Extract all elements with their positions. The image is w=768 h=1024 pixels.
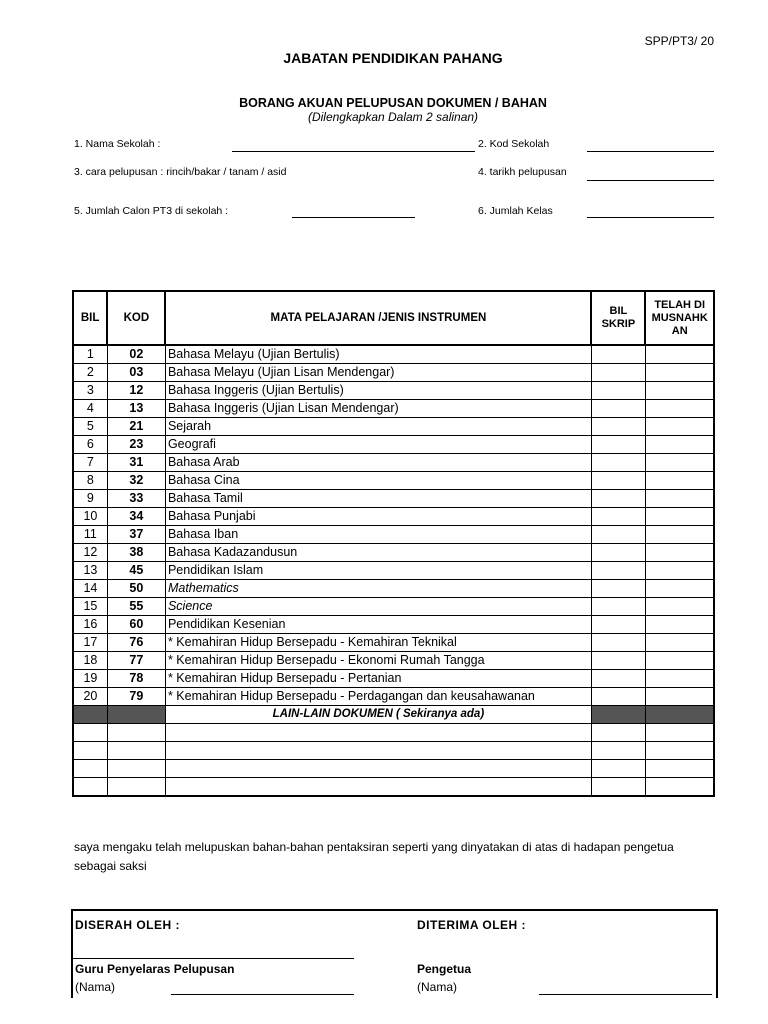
row-telah-dimusnahkan-cell[interactable] bbox=[645, 598, 714, 616]
row-subject: Pendidikan Islam bbox=[165, 562, 591, 580]
row-subject: Bahasa Inggeris (Ujian Lisan Mendengar) bbox=[165, 400, 591, 418]
row-subject: Bahasa Iban bbox=[165, 526, 591, 544]
kod-sekolah-input-line[interactable] bbox=[587, 151, 714, 152]
row-bil-skrip-cell[interactable] bbox=[591, 364, 645, 382]
row-subject: Bahasa Inggeris (Ujian Bertulis) bbox=[165, 382, 591, 400]
row-telah-dimusnahkan-cell[interactable] bbox=[645, 544, 714, 562]
row-kod: 34 bbox=[107, 508, 165, 526]
row-telah-dimusnahkan-cell[interactable] bbox=[645, 472, 714, 490]
row-bil: 18 bbox=[73, 652, 107, 670]
table-row bbox=[73, 562, 714, 580]
table-row bbox=[73, 580, 714, 598]
row-kod: 60 bbox=[107, 616, 165, 634]
field-label-tarikh-pelupusan: 4. tarikh pelupusan bbox=[478, 166, 567, 178]
row-telah-dimusnahkan-cell[interactable] bbox=[645, 616, 714, 634]
row-bil-skrip-cell[interactable] bbox=[591, 490, 645, 508]
row-kod: 45 bbox=[107, 562, 165, 580]
empty-cell[interactable] bbox=[73, 724, 107, 742]
row-bil: 7 bbox=[73, 454, 107, 472]
row-kod: 13 bbox=[107, 400, 165, 418]
row-bil: 9 bbox=[73, 490, 107, 508]
empty-cell[interactable] bbox=[591, 742, 645, 760]
row-telah-dimusnahkan-cell[interactable] bbox=[645, 400, 714, 418]
row-kod: 79 bbox=[107, 688, 165, 706]
nama-label-1: (Nama) bbox=[75, 980, 116, 994]
table-row bbox=[73, 616, 714, 634]
row-kod: 38 bbox=[107, 544, 165, 562]
tarikh-pelupusan-input-line[interactable] bbox=[587, 180, 714, 181]
disposal-table bbox=[72, 290, 715, 797]
table-row bbox=[73, 544, 714, 562]
lain-lain-label: LAIN-LAIN DOKUMEN ( Sekiranya ada) bbox=[165, 706, 591, 724]
row-bil: 6 bbox=[73, 436, 107, 454]
row-kod: 21 bbox=[107, 418, 165, 436]
empty-cell[interactable] bbox=[591, 760, 645, 778]
empty-row bbox=[73, 778, 714, 797]
header-subject: MATA PELAJARAN /JENIS INSTRUMEN bbox=[165, 291, 591, 345]
field-label-jumlah-calon: 5. Jumlah Calon PT3 di sekolah : bbox=[74, 205, 229, 217]
empty-cell[interactable] bbox=[165, 724, 591, 742]
row-bil-skrip-cell[interactable] bbox=[591, 562, 645, 580]
field-label-kod-sekolah: 2. Kod Sekolah bbox=[478, 138, 550, 150]
table-row bbox=[73, 688, 714, 706]
row-subject: * Kemahiran Hidup Bersepadu - Perdagangan dan keusahawanan bbox=[165, 688, 591, 706]
table-row bbox=[73, 418, 714, 436]
empty-cell[interactable] bbox=[591, 724, 645, 742]
form-reference: SPP/PT3/ 20 bbox=[644, 34, 714, 48]
row-subject: * Kemahiran Hidup Bersepadu - Ekonomi Rumah Tangga bbox=[165, 652, 591, 670]
row-kod: 37 bbox=[107, 526, 165, 544]
header-kod: KOD bbox=[107, 291, 165, 345]
empty-cell[interactable] bbox=[165, 760, 591, 778]
row-telah-dimusnahkan-cell[interactable] bbox=[645, 436, 714, 454]
table-row bbox=[73, 508, 714, 526]
row-subject: Bahasa Melayu (Ujian Bertulis) bbox=[165, 345, 591, 364]
table-row bbox=[73, 598, 714, 616]
row-bil: 20 bbox=[73, 688, 107, 706]
row-bil-skrip-cell[interactable] bbox=[591, 616, 645, 634]
table-row bbox=[73, 345, 714, 364]
empty-cell[interactable] bbox=[645, 742, 714, 760]
empty-row bbox=[73, 742, 714, 760]
row-subject: * Kemahiran Hidup Bersepadu - Kemahiran Teknikal bbox=[165, 634, 591, 652]
row-bil: 4 bbox=[73, 400, 107, 418]
row-bil: 13 bbox=[73, 562, 107, 580]
row-bil: 12 bbox=[73, 544, 107, 562]
lain-shade-cell bbox=[645, 706, 714, 724]
empty-cell[interactable] bbox=[165, 742, 591, 760]
row-kod: 50 bbox=[107, 580, 165, 598]
field-label-jumlah-kelas: 6. Jumlah Kelas bbox=[478, 205, 553, 217]
header-telah-dimusnahkan: TELAH DI MUSNAHK AN bbox=[645, 291, 714, 345]
row-telah-dimusnahkan-cell[interactable] bbox=[645, 634, 714, 652]
department-title: JABATAN PENDIDIKAN PAHANG bbox=[283, 50, 503, 66]
row-kod: 23 bbox=[107, 436, 165, 454]
row-telah-dimusnahkan-cell[interactable] bbox=[645, 670, 714, 688]
row-bil-skrip-cell[interactable] bbox=[591, 670, 645, 688]
empty-cell[interactable] bbox=[645, 760, 714, 778]
nama-2-input-line[interactable] bbox=[539, 994, 712, 995]
table-row bbox=[73, 472, 714, 490]
row-bil: 10 bbox=[73, 508, 107, 526]
row-bil: 11 bbox=[73, 526, 107, 544]
empty-cell[interactable] bbox=[73, 778, 107, 797]
header-bil-skrip: BIL SKRIP bbox=[591, 291, 645, 345]
lain-lain-header-row bbox=[73, 706, 714, 724]
row-bil-skrip-cell[interactable] bbox=[591, 652, 645, 670]
row-bil: 17 bbox=[73, 634, 107, 652]
row-bil: 19 bbox=[73, 670, 107, 688]
empty-row bbox=[73, 760, 714, 778]
row-bil: 5 bbox=[73, 418, 107, 436]
row-bil-skrip-cell[interactable] bbox=[591, 436, 645, 454]
row-telah-dimusnahkan-cell[interactable] bbox=[645, 580, 714, 598]
row-subject: Bahasa Tamil bbox=[165, 490, 591, 508]
nama-sekolah-input-line[interactable] bbox=[232, 151, 475, 152]
row-subject: Pendidikan Kesenian bbox=[165, 616, 591, 634]
row-kod: 32 bbox=[107, 472, 165, 490]
row-bil: 15 bbox=[73, 598, 107, 616]
row-subject: * Kemahiran Hidup Bersepadu - Pertanian bbox=[165, 670, 591, 688]
row-telah-dimusnahkan-cell[interactable] bbox=[645, 562, 714, 580]
row-subject: Sejarah bbox=[165, 418, 591, 436]
row-bil-skrip-cell[interactable] bbox=[591, 634, 645, 652]
row-subject: Bahasa Melayu (Ujian Lisan Mendengar) bbox=[165, 364, 591, 382]
row-telah-dimusnahkan-cell[interactable] bbox=[645, 490, 714, 508]
declaration-text: saya mengaku telah melupuskan bahan-bahan pentaksiran seperti yang dinyatakan di atas di hadapan pengetua sebagai saksi bbox=[74, 840, 674, 873]
field-label-nama-sekolah: 1. Nama Sekolah : bbox=[74, 138, 161, 150]
row-bil-skrip-cell[interactable] bbox=[591, 544, 645, 562]
lain-shade-cell bbox=[107, 706, 165, 724]
table-row bbox=[73, 670, 714, 688]
row-telah-dimusnahkan-cell[interactable] bbox=[645, 364, 714, 382]
guru-penyelaras-label: Guru Penyelaras Pelupusan bbox=[75, 962, 235, 976]
row-telah-dimusnahkan-cell[interactable] bbox=[645, 382, 714, 400]
row-bil-skrip-cell[interactable] bbox=[591, 345, 645, 364]
row-kod: 12 bbox=[107, 382, 165, 400]
pengetua-label: Pengetua bbox=[417, 962, 472, 976]
field-label-cara-pelupusan: 3. cara pelupusan : rincih/bakar / tanam / asid bbox=[74, 166, 287, 178]
row-telah-dimusnahkan-cell[interactable] bbox=[645, 418, 714, 436]
row-kod: 33 bbox=[107, 490, 165, 508]
row-bil: 14 bbox=[73, 580, 107, 598]
row-subject: Mathematics bbox=[165, 580, 591, 598]
row-telah-dimusnahkan-cell[interactable] bbox=[645, 508, 714, 526]
row-bil: 16 bbox=[73, 616, 107, 634]
row-kod: 31 bbox=[107, 454, 165, 472]
header-bil: BIL bbox=[73, 291, 107, 345]
row-subject: Bahasa Punjabi bbox=[165, 508, 591, 526]
table-row bbox=[73, 454, 714, 472]
row-subject: Bahasa Kadazandusun bbox=[165, 544, 591, 562]
empty-cell[interactable] bbox=[107, 778, 165, 797]
jumlah-calon-input-line[interactable] bbox=[292, 217, 415, 218]
row-bil-skrip-cell[interactable] bbox=[591, 508, 645, 526]
table-row bbox=[73, 436, 714, 454]
row-bil: 2 bbox=[73, 364, 107, 382]
row-bil-skrip-cell[interactable] bbox=[591, 688, 645, 706]
row-telah-dimusnahkan-cell[interactable] bbox=[645, 454, 714, 472]
row-kod: 03 bbox=[107, 364, 165, 382]
row-kod: 78 bbox=[107, 670, 165, 688]
row-bil-skrip-cell[interactable] bbox=[591, 580, 645, 598]
row-bil: 8 bbox=[73, 472, 107, 490]
table-row bbox=[73, 526, 714, 544]
row-telah-dimusnahkan-cell[interactable] bbox=[645, 652, 714, 670]
row-subject: Geografi bbox=[165, 436, 591, 454]
nama-label-2: (Nama) bbox=[417, 980, 458, 994]
row-bil: 1 bbox=[73, 345, 107, 364]
row-kod: 77 bbox=[107, 652, 165, 670]
diserah-oleh-label: DISERAH OLEH : bbox=[75, 918, 181, 932]
row-kod: 02 bbox=[107, 345, 165, 364]
signature-box bbox=[71, 909, 718, 998]
row-bil: 3 bbox=[73, 382, 107, 400]
empty-cell[interactable] bbox=[107, 742, 165, 760]
empty-row bbox=[73, 724, 714, 742]
table-row bbox=[73, 652, 714, 670]
row-telah-dimusnahkan-cell[interactable] bbox=[645, 345, 714, 364]
table-row bbox=[73, 400, 714, 418]
row-bil-skrip-cell[interactable] bbox=[591, 418, 645, 436]
form-subtitle: (Dilengkapkan Dalam 2 salinan) bbox=[307, 110, 479, 124]
lain-shade-cell bbox=[73, 706, 107, 724]
nama-1-input-line[interactable] bbox=[171, 994, 354, 995]
empty-cell[interactable] bbox=[165, 778, 591, 797]
row-bil-skrip-cell[interactable] bbox=[591, 400, 645, 418]
lain-shade-cell bbox=[591, 706, 645, 724]
table-row bbox=[73, 634, 714, 652]
row-telah-dimusnahkan-cell[interactable] bbox=[645, 688, 714, 706]
empty-cell[interactable] bbox=[645, 724, 714, 742]
empty-cell[interactable] bbox=[73, 742, 107, 760]
row-bil-skrip-cell[interactable] bbox=[591, 598, 645, 616]
diterima-oleh-label: DITERIMA OLEH : bbox=[417, 918, 527, 932]
table-row bbox=[73, 382, 714, 400]
empty-cell[interactable] bbox=[107, 724, 165, 742]
row-bil-skrip-cell[interactable] bbox=[591, 472, 645, 490]
row-bil-skrip-cell[interactable] bbox=[591, 526, 645, 544]
row-kod: 76 bbox=[107, 634, 165, 652]
row-bil-skrip-cell[interactable] bbox=[591, 382, 645, 400]
table-row bbox=[73, 490, 714, 508]
jumlah-kelas-input-line[interactable] bbox=[587, 217, 714, 218]
row-bil-skrip-cell[interactable] bbox=[591, 454, 645, 472]
empty-cell[interactable] bbox=[73, 760, 107, 778]
row-subject: Bahasa Arab bbox=[165, 454, 591, 472]
row-subject: Science bbox=[165, 598, 591, 616]
row-subject: Bahasa Cina bbox=[165, 472, 591, 490]
row-kod: 55 bbox=[107, 598, 165, 616]
empty-cell[interactable] bbox=[107, 760, 165, 778]
empty-cell[interactable] bbox=[645, 778, 714, 797]
row-telah-dimusnahkan-cell[interactable] bbox=[645, 526, 714, 544]
table-row bbox=[73, 364, 714, 382]
form-title: BORANG AKUAN PELUPUSAN DOKUMEN / BAHAN bbox=[239, 96, 547, 110]
diserah-signature-line[interactable] bbox=[71, 958, 354, 959]
empty-cell[interactable] bbox=[591, 778, 645, 797]
